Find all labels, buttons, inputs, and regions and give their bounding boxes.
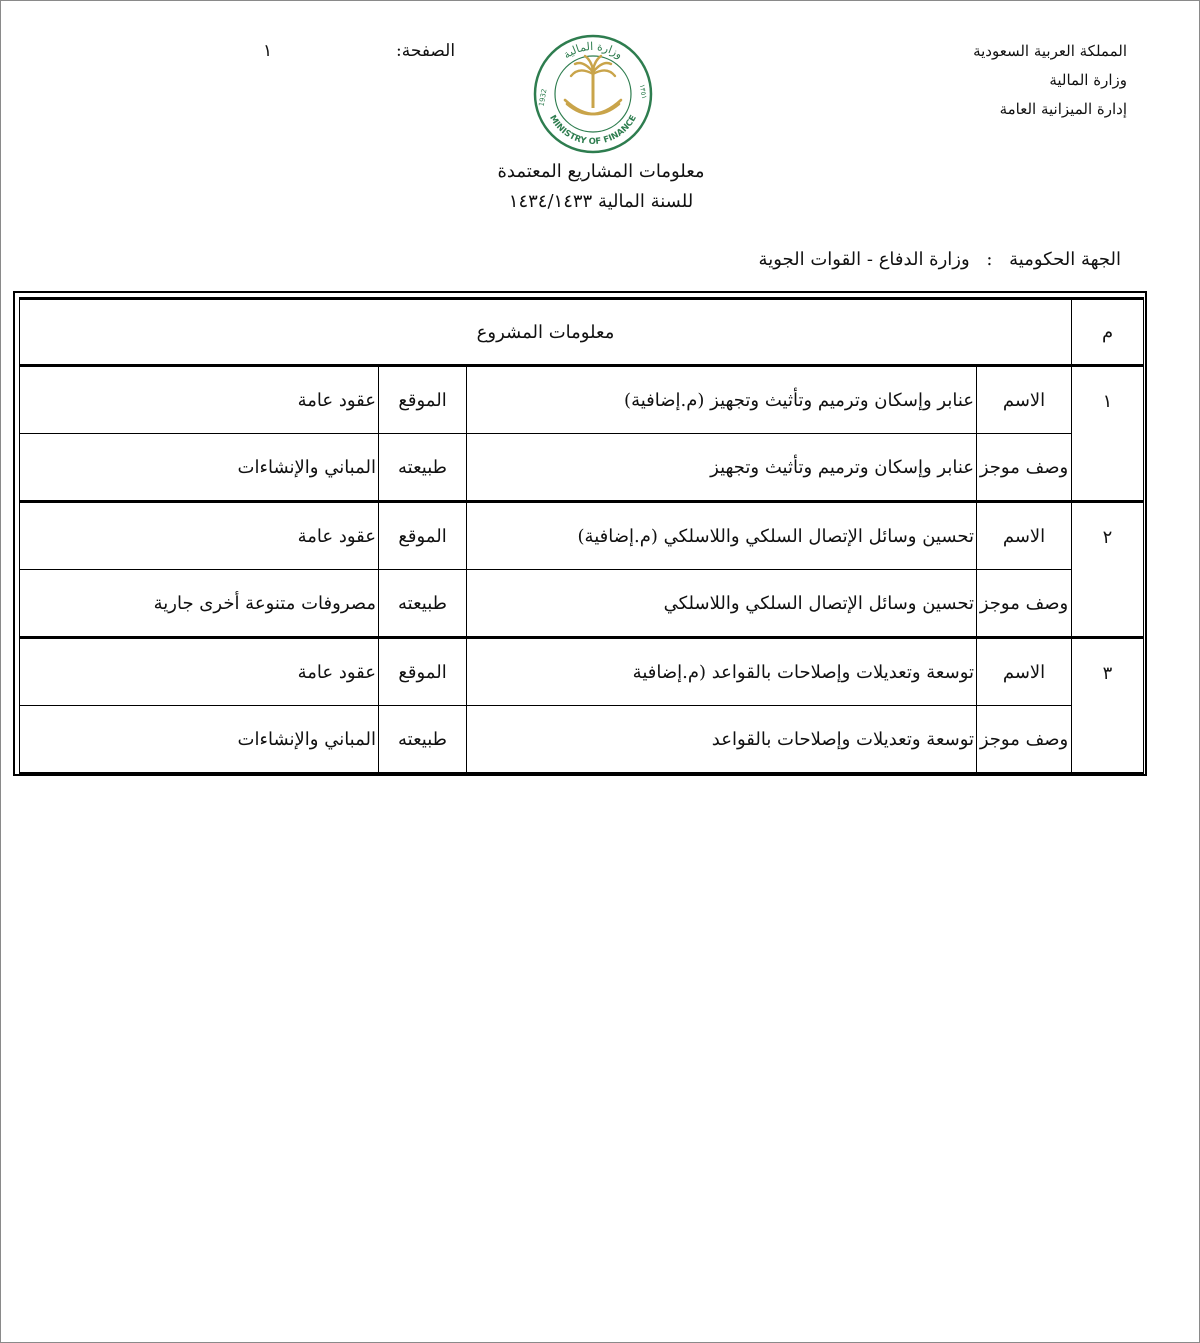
project-number: ٣ — [1072, 638, 1144, 774]
entity-label: الجهة الحكومية — [1009, 249, 1121, 270]
header-m: م — [1072, 299, 1144, 366]
project-nature: المباني والإنشاءات — [20, 434, 379, 502]
palm-and-swords-emblem — [565, 56, 621, 114]
location-label: الموقع — [379, 502, 467, 570]
project-name: توسعة وتعديلات وإصلاحات بالقواعد (م.إضافية — [467, 638, 977, 706]
seal-year-hijri: ١٣٥١ — [637, 83, 649, 100]
project-number: ١ — [1072, 366, 1144, 502]
table-row — [20, 570, 1144, 638]
project-name: عنابر وإسكان وترميم وتأثيث وتجهيز (م.إضافية) — [467, 366, 977, 434]
table-row — [20, 638, 1144, 706]
name-label: الاسم — [977, 638, 1072, 706]
page-label: الصفحة: — [396, 41, 456, 61]
description-label: وصف موجز — [977, 434, 1072, 502]
department-name: إدارة الميزانية العامة — [999, 100, 1127, 118]
title-line-1: معلومات المشاريع المعتمدة — [497, 161, 705, 182]
nature-label: طبيعته — [379, 570, 467, 638]
project-description: توسعة وتعديلات وإصلاحات بالقواعد — [467, 706, 977, 774]
location-label: الموقع — [379, 366, 467, 434]
projects-table-frame — [13, 291, 1147, 776]
name-label: الاسم — [977, 502, 1072, 570]
government-entity-line — [759, 249, 1121, 270]
project-location: عقود عامة — [20, 638, 379, 706]
seal-arabic-text: وزارة المالية — [560, 39, 626, 62]
project-number: ٢ — [1072, 502, 1144, 638]
entity-separator: : — [986, 249, 993, 270]
project-description: تحسين وسائل الإتصال السلكي واللاسلكي — [467, 570, 977, 638]
name-label: الاسم — [977, 366, 1072, 434]
description-label: وصف موجز — [977, 570, 1072, 638]
ministry-name: وزارة المالية — [1049, 71, 1127, 89]
location-label: الموقع — [379, 638, 467, 706]
table-row — [20, 706, 1144, 774]
nature-label: طبيعته — [379, 706, 467, 774]
table-header-row — [20, 299, 1144, 366]
table-row — [20, 366, 1144, 434]
ministry-of-finance-seal — [527, 34, 659, 154]
project-location: عقود عامة — [20, 502, 379, 570]
project-nature: مصروفات متنوعة أخرى جارية — [20, 570, 379, 638]
project-name: تحسين وسائل الإتصال السلكي واللاسلكي (م.إضافية) — [467, 502, 977, 570]
project-description: عنابر وإسكان وترميم وتأثيث وتجهيز — [467, 434, 977, 502]
nature-label: طبيعته — [379, 434, 467, 502]
document-title — [441, 157, 761, 217]
table-row — [20, 502, 1144, 570]
projects-table — [19, 297, 1144, 775]
entity-value: وزارة الدفاع - القوات الجوية — [758, 249, 970, 270]
seal-english-text: MINISTRY OF FINANCE — [547, 113, 639, 148]
svg-text:وزارة المالية — [561, 40, 625, 61]
description-label: وصف موجز — [977, 706, 1072, 774]
project-nature: المباني والإنشاءات — [20, 706, 379, 774]
seal-year-gregorian: 1932 — [537, 88, 549, 108]
table-row — [20, 434, 1144, 502]
title-line-2: للسنة المالية ١٤٣٤/١٤٣٣ — [508, 191, 694, 212]
issuer-block — [973, 37, 1127, 124]
page-number: ١ — [263, 41, 273, 61]
project-location: عقود عامة — [20, 366, 379, 434]
header-project-info: معلومات المشروع — [20, 299, 1072, 366]
kingdom-name: المملكة العربية السعودية — [973, 42, 1127, 60]
